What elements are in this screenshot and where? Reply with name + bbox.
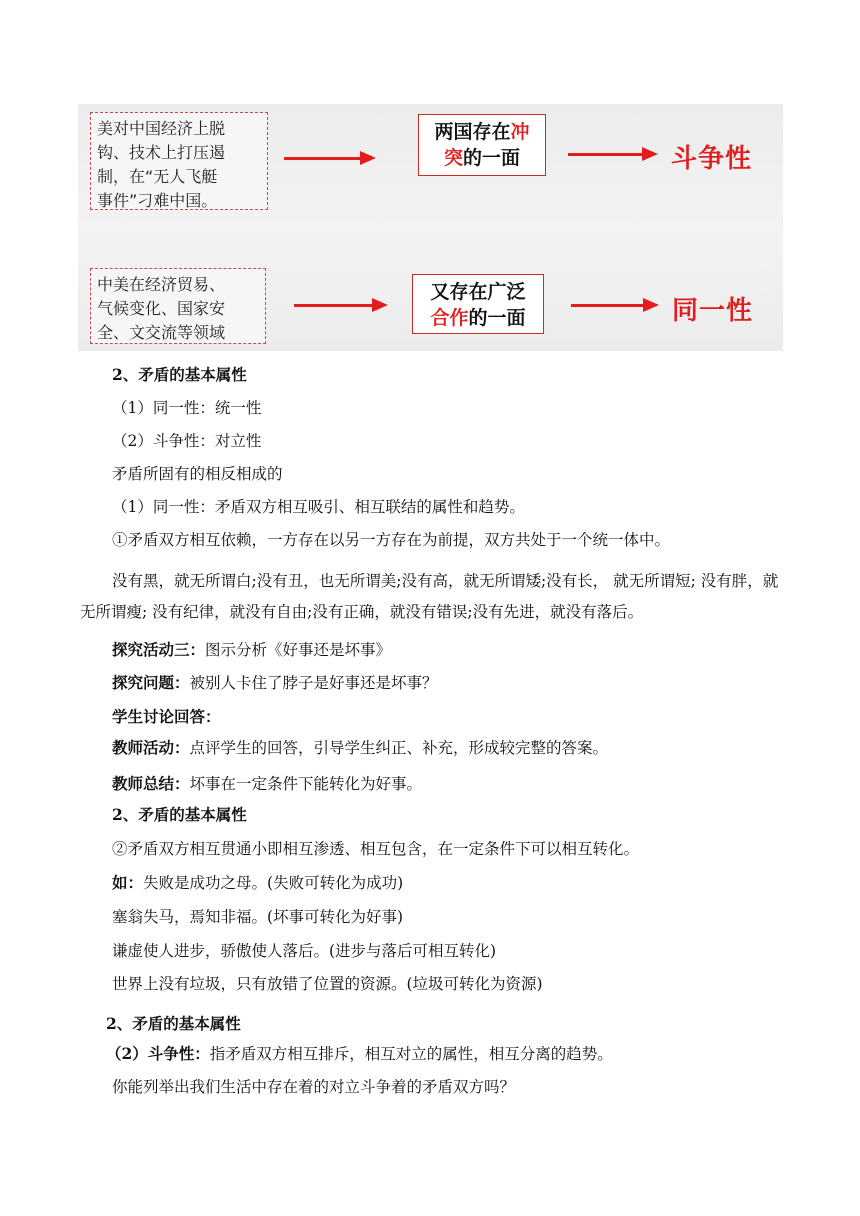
row1-middle-red-1: 冲	[510, 121, 530, 143]
teacher-activity-label: 教师活动：	[112, 738, 190, 757]
line-teacher-summary	[112, 773, 422, 795]
paragraph-examples: 没有黑，就无所谓白;没有丑，也无所谓美;没有高，就无所谓矮;没有长， 就无所谓短; 没有胖，就无所谓瘦; 没有纪律，就没有自由;没有正确，就没有错误;没有先进，就没有落后。	[80, 572, 779, 621]
line-struggle-opposition: （2）斗争性：对立性	[112, 432, 262, 450]
row2-middle-text-a: 又存在广泛	[430, 281, 526, 303]
activity-three-text: 图示分析《好事还是坏事》	[205, 641, 392, 659]
line-example-horse: 塞翁失马，焉知非福。(坏事可转化为好事)	[112, 908, 404, 926]
row2-result: 同一性	[672, 296, 754, 326]
struggle-definition-text: 指矛盾双方相互排斥，相互对立的属性，相互分离的趋势。	[209, 1045, 613, 1063]
line-inquiry-question	[112, 672, 438, 694]
line-transformation: ②矛盾双方相互贯通小即相互渗透、相互包含，在一定条件下可以相互转化。	[112, 840, 640, 858]
row1-middle-text-b: 的一面	[463, 147, 521, 169]
line-identity-unity: （1）同一性：统一性	[112, 399, 262, 417]
line-struggle-definition	[106, 1043, 613, 1065]
inquiry-question-label: 探究问题：	[112, 673, 190, 692]
line-activity-three	[112, 639, 391, 661]
line-question-examples: 你能列举出我们生活中存在着的对立斗争着的矛盾双方吗？	[112, 1078, 516, 1096]
line-interdependence: ①矛盾双方相互依赖，一方存在以另一方存在为前提，双方共处于一个统一体中。	[112, 531, 671, 549]
row1-arrow-1	[284, 148, 376, 168]
row2-source-box: 中美在经济贸易、 气候变化、国家安 全、文交流等领域	[90, 268, 266, 344]
row2-middle-red: 合作	[430, 307, 469, 329]
row1-source-box: 美对中国经济上脱 钩、技术上打压遏 制，在“无人飞艇 事件”刁难中国。	[90, 112, 268, 210]
line-example-garbage: 世界上没有垃圾，只有放错了位置的资源。(垃圾可转化为资源)	[112, 975, 543, 993]
line-example-modesty: 谦虚使人进步，骄傲使人落后。(进步与落后可相互转化)	[112, 942, 497, 960]
row1-result: 斗争性	[671, 144, 753, 174]
contradiction-diagram	[78, 104, 783, 351]
struggle-label: （2）斗争性：	[106, 1044, 210, 1063]
row1-middle-box	[418, 114, 546, 176]
line-teacher-activity	[112, 737, 608, 759]
teacher-activity-text: 点评学生的回答，引导学生纠正、补充，形成较完整的答案。	[189, 739, 609, 757]
example-failure-text: 失败是成功之母。(失败可转化为成功)	[143, 874, 404, 892]
inquiry-question-text: 被别人卡住了脖子是好事还是坏事？	[189, 674, 438, 692]
row2-middle-box	[412, 274, 544, 334]
activity-three-label: 探究活动三：	[112, 640, 206, 659]
row2-middle-text-b: 的一面	[468, 307, 526, 329]
teacher-summary-label: 教师总结：	[112, 774, 190, 793]
line-example-failure	[112, 872, 403, 894]
example-label: 如：	[112, 873, 144, 892]
row1-middle-text-a: 两国存在	[434, 121, 511, 143]
line-identity-definition: （1）同一性：矛盾双方相互吸引、相互联结的属性和趋势。	[112, 498, 525, 516]
row1-middle-red-2: 突	[443, 147, 463, 169]
row2-arrow-2	[571, 295, 659, 315]
line-student-discussion: 学生讨论回答：	[112, 707, 221, 726]
section-heading-1: 2、矛盾的基本属性	[112, 365, 247, 384]
row2-arrow-1	[294, 295, 388, 315]
section-heading-2: 2、矛盾的基本属性	[112, 805, 247, 824]
section-heading-3: 2、矛盾的基本属性	[106, 1014, 241, 1033]
line-inherent: 矛盾所固有的相反相成的	[112, 465, 283, 483]
row1-arrow-2	[568, 144, 658, 164]
teacher-summary-text: 坏事在一定条件下能转化为好事。	[189, 775, 423, 793]
